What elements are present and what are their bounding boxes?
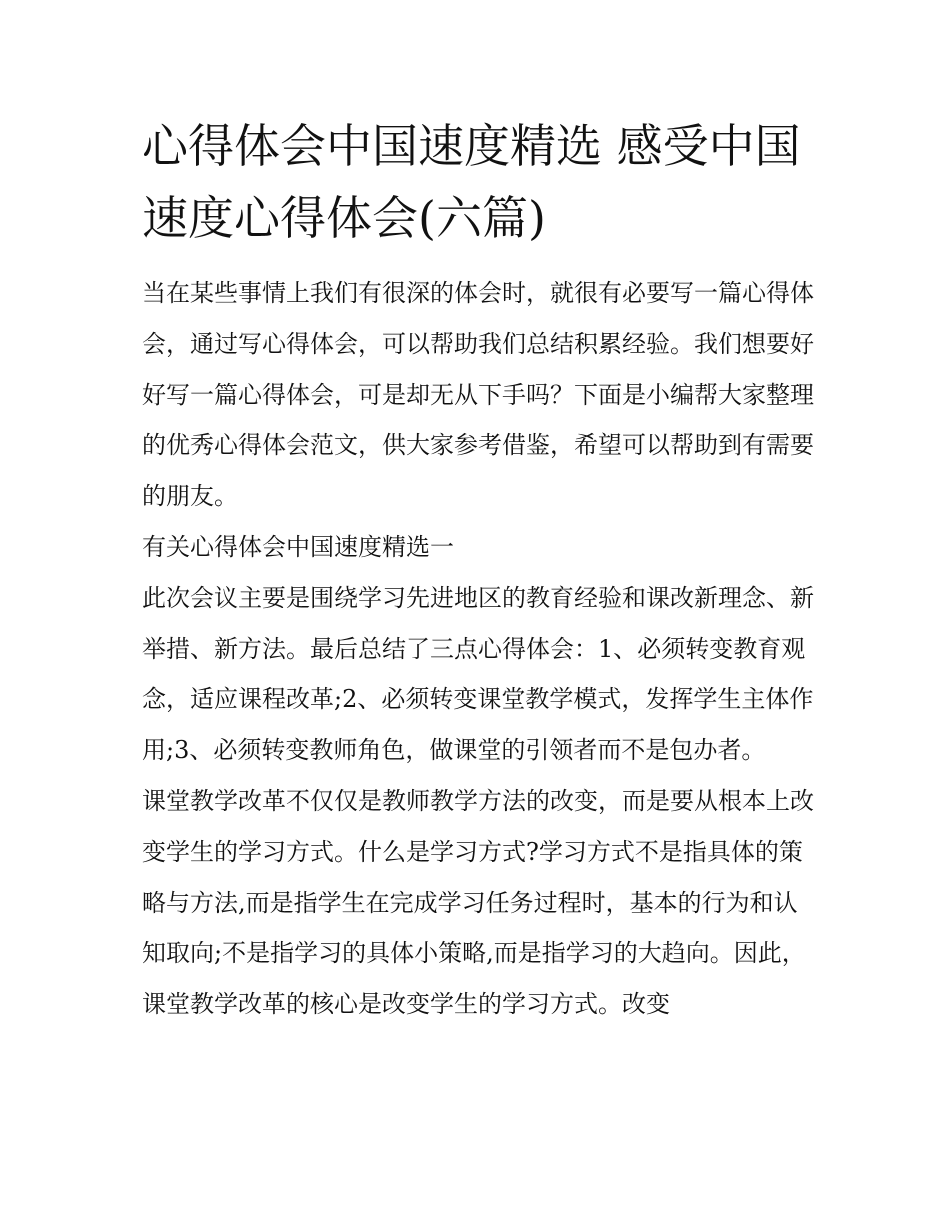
document-title: 心得体会中国速度精选 感受中国速度心得体会(六篇) [142,119,801,245]
document-body [142,110,814,1030]
intro-paragraph: 当在某些事情上我们有很深的体会时，就很有必要写一篇心得体会，通过写心得体会，可以帮助我们总结积累经验。我们想要好好写一篇心得体会，可是却无从下手吗？下面是小编帮大家整理的优秀心得体会范文，供大家参考借鉴，希望可以帮助到有需要的朋友。 [142,279,814,511]
body-paragraph-1: 此次会议主要是围绕学习先进地区的教育经验和课改新理念、新举措、新方法。最后总结了三点心得体会：1、必须转变教育观念，适应课程改革;2、必须转变课堂教学模式，发挥学生主体作用;3、必须转变教师角色，做课堂的引领者而不是包办者。 [142,583,814,765]
body-paragraph-2: 课堂教学改革不仅仅是教师教学方法的改变，而是要从根本上改变学生的学习方式。什么是学习方式?学习方式不是指具体的策略与方法,而是指学生在完成学习任务过程时，基本的行为和认知取向;不是指学习的具体小策略,而是指学习的大趋向。因此，课堂教学改革的核心是改变学生的学习方式。改变 [142,786,814,1019]
section-heading: 有关心得体会中国速度精选一 [142,532,454,561]
